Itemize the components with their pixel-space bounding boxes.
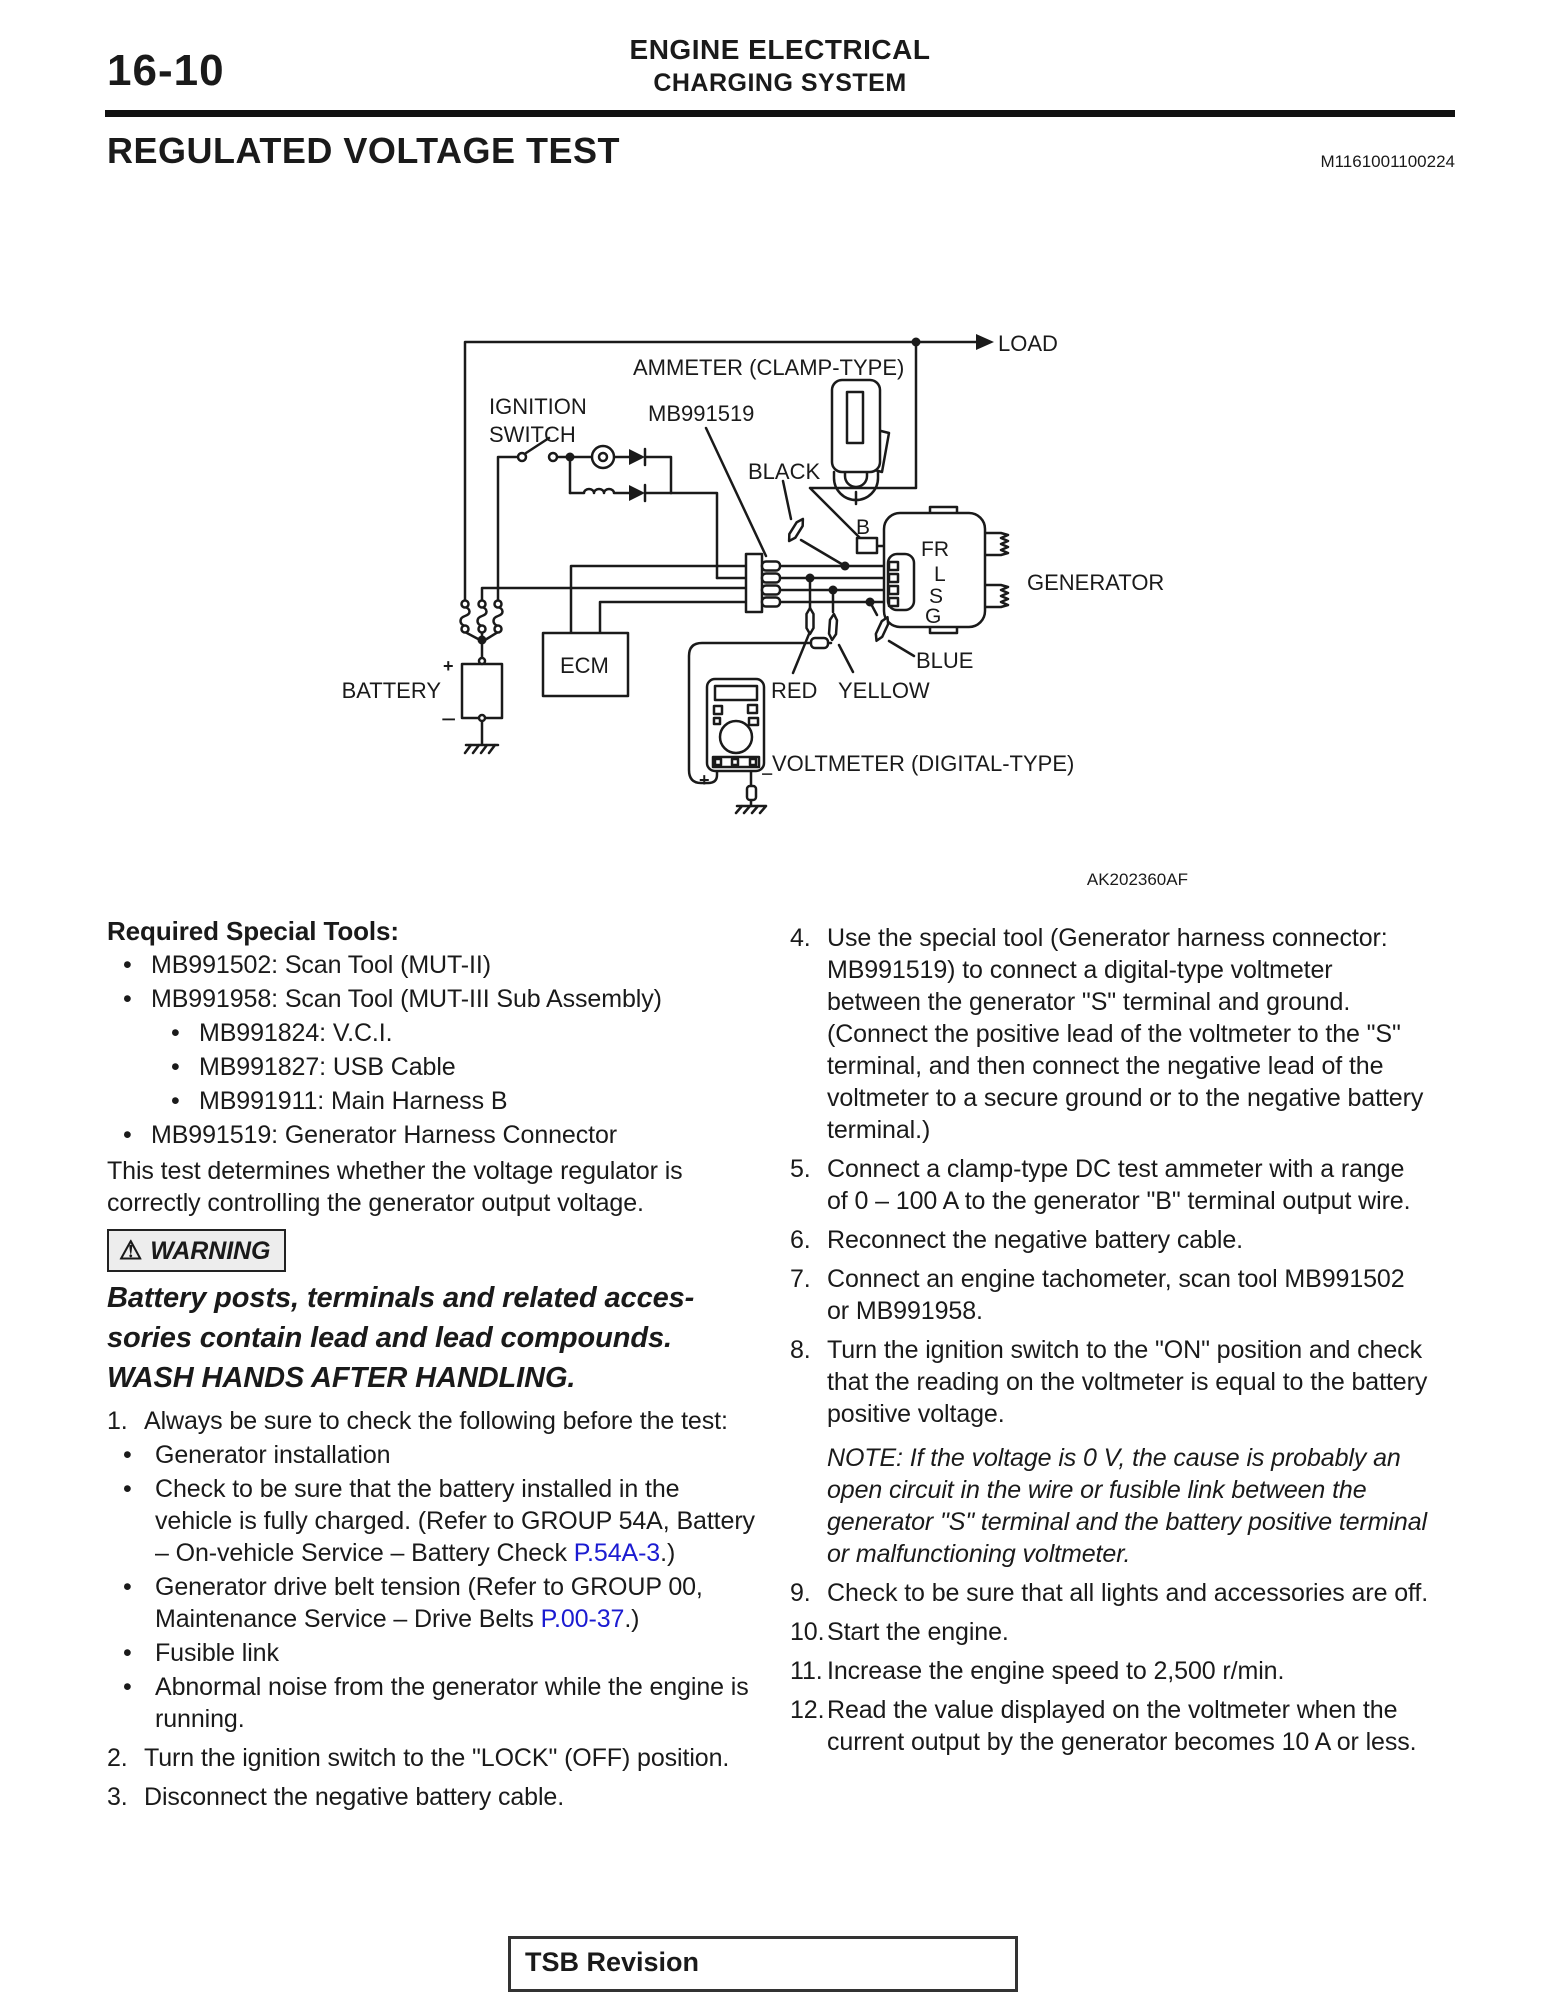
- probe-yellow: [829, 614, 838, 640]
- list-item: [107, 1637, 757, 1669]
- voltmeter-dial: [720, 721, 752, 753]
- inline-connector: [811, 638, 828, 648]
- document-code: M1161001100224: [1320, 152, 1455, 171]
- text-run: Use the special tool (Generator harness connector: MB991519) to connect a digital-type voltmeter between the generator "S" terminal and ground. (Connect the positive lead of the voltmeter to the "S" terminal, and then connect the negative lead of the voltmeter to a secure ground or to the negative battery terminal.): [827, 924, 1424, 1144]
- probe-black: [786, 517, 806, 543]
- voltmeter-lead-plug: [747, 786, 756, 800]
- text-run: Increase the engine speed to 2,500 r/min.: [827, 1657, 1285, 1685]
- text-run: Connect a clamp-type DC test ammeter with a range of 0 – 100 A to the generator "B" terminal output wire.: [827, 1155, 1411, 1215]
- list-item: [790, 1655, 1430, 1687]
- text-run: MB991824: V.C.I.: [199, 1019, 393, 1047]
- label-ecm: ECM: [560, 653, 609, 678]
- label-generator: GENERATOR: [1027, 570, 1165, 595]
- list-item: [790, 1153, 1430, 1217]
- list-marker: 2.: [107, 1744, 128, 1772]
- list-marker: 5.: [790, 1155, 811, 1183]
- generator-b-terminal: [857, 538, 877, 553]
- text-run: Abnormal noise from the generator while the engine is running.: [155, 1673, 749, 1733]
- label-terminal-l: L: [934, 563, 946, 586]
- diode: [629, 485, 645, 501]
- header-subtitle: CHARGING SYSTEM: [653, 69, 907, 97]
- text-run: WASH HANDS AFTER HANDLING.: [107, 1362, 576, 1394]
- voltmeter-plus-sign: +: [699, 770, 710, 790]
- list-marker: •: [123, 1673, 132, 1701]
- tools-heading: Required Special Tools:: [107, 916, 399, 946]
- tsb-revision-box: [508, 1936, 1018, 1992]
- label-terminal-b: B: [856, 516, 871, 539]
- voltmeter-minus-sign: −: [761, 763, 774, 786]
- list-marker: •: [123, 1639, 132, 1667]
- list-marker: 11.: [790, 1657, 823, 1685]
- label-ignition-line1: IGNITION: [489, 394, 587, 419]
- list-item: [107, 1571, 757, 1635]
- text-run: .): [624, 1605, 640, 1633]
- probe-red: [807, 608, 814, 634]
- battery-minus-sign: −: [441, 704, 457, 734]
- list-item: [790, 1334, 1430, 1430]
- diode: [629, 449, 645, 465]
- list-item: [790, 1616, 1430, 1648]
- list-marker: 3.: [107, 1783, 128, 1811]
- list-marker: •: [123, 1121, 132, 1149]
- list-item: [107, 1358, 757, 1398]
- probe-blue: [873, 616, 890, 643]
- text-run: Reconnect the negative battery cable.: [827, 1226, 1244, 1254]
- label-load: LOAD: [998, 331, 1058, 356]
- list-item: [107, 1119, 757, 1151]
- label-battery: BATTERY: [341, 678, 441, 703]
- text-run: Check to be sure that all lights and accessories are off.: [827, 1579, 1429, 1607]
- tsb-revision-label: TSB Revision: [525, 1947, 700, 1977]
- list-item: [107, 1017, 757, 1049]
- list-marker: 8.: [790, 1336, 811, 1364]
- label-yellow: YELLOW: [838, 678, 930, 703]
- list-item: [107, 1671, 757, 1735]
- list-marker: •: [171, 1019, 180, 1047]
- list-marker: 10.: [790, 1618, 825, 1646]
- battery-box: [462, 664, 502, 718]
- text-run: MB991502: Scan Tool (MUT-II): [151, 951, 491, 979]
- text-run: Start the engine.: [827, 1618, 1009, 1646]
- warning-label: WARNING: [150, 1237, 271, 1265]
- text-run: MB991911: Main Harness B: [199, 1087, 508, 1115]
- list-item: [790, 1263, 1430, 1327]
- label-black: BLACK: [748, 459, 821, 484]
- list-marker: 4.: [790, 924, 811, 952]
- list-marker: 1.: [107, 1407, 128, 1435]
- figure-code: AK202360AF: [1086, 870, 1188, 889]
- battery-plus-sign: +: [443, 656, 454, 676]
- list-item: [790, 1694, 1430, 1758]
- text-run: sories contain lead and lead compounds.: [107, 1322, 672, 1354]
- list-marker: •: [123, 1573, 132, 1601]
- warning-box: [107, 1229, 286, 1272]
- label-red: RED: [771, 678, 818, 703]
- list-item: [790, 922, 1430, 1146]
- text-run: Check to be sure that the battery installed in the vehicle is fully charged. (Refer to GROUP 54A, Battery – On-vehicle Service – Battery Check: [155, 1475, 755, 1567]
- right-column: [790, 915, 1430, 1760]
- page-reference-link[interactable]: P.00-37: [540, 1605, 625, 1633]
- list-item: [107, 949, 757, 981]
- text-run: Connect an engine tachometer, scan tool MB991502 or MB991958.: [827, 1265, 1405, 1325]
- load-arrowhead: [976, 334, 994, 350]
- list-marker: 9.: [790, 1579, 811, 1607]
- left-column: [107, 915, 757, 1815]
- text-run: .): [660, 1539, 676, 1567]
- list-marker: 7.: [790, 1265, 811, 1293]
- list-marker: •: [171, 1053, 180, 1081]
- page-reference-link[interactable]: P.54A-3: [573, 1539, 661, 1567]
- harness-connector-block: [746, 554, 762, 612]
- text-run: MB991519: Generator Harness Connector: [151, 1121, 618, 1149]
- text-run: MB991958: Scan Tool (MUT-III Sub Assembly): [151, 985, 662, 1013]
- text-run: Turn the ignition switch to the "ON" position and check that the reading on the voltmeter is equal to the battery positive voltage.: [827, 1336, 1428, 1428]
- list-marker: •: [123, 1475, 132, 1503]
- list-item: [790, 1224, 1430, 1256]
- page-number: 16-10: [107, 46, 225, 95]
- text-run: Always be sure to check the following before the test:: [144, 1407, 728, 1435]
- list-marker: 12.: [790, 1696, 825, 1724]
- list-item: [107, 1473, 757, 1569]
- warning-icon: ⚠: [119, 1235, 143, 1265]
- list-item: [107, 1405, 757, 1437]
- text-run: Fusible link: [155, 1639, 279, 1667]
- text-run: Generator installation: [155, 1441, 391, 1469]
- charging-system-wiring-diagram: [0, 0, 1544, 940]
- label-terminal-g: G: [925, 605, 942, 628]
- list-marker: •: [123, 951, 132, 979]
- section-title: REGULATED VOLTAGE TEST: [107, 130, 620, 171]
- special-tools-list: [107, 949, 757, 1151]
- label-blue: BLUE: [916, 648, 974, 673]
- list-item: [107, 1085, 757, 1117]
- list-marker: •: [123, 985, 132, 1013]
- list-item: [107, 1318, 757, 1358]
- list-item: [107, 1278, 757, 1318]
- header-title: ENGINE ELECTRICAL: [629, 34, 931, 65]
- procedure-list-right: [790, 922, 1430, 1758]
- procedure-list-left: [107, 1405, 757, 1813]
- list-item: [107, 1781, 757, 1813]
- list-marker: •: [123, 1441, 132, 1469]
- list-marker: 6.: [790, 1226, 811, 1254]
- label-ignition-line2: SWITCH: [489, 422, 576, 447]
- text-run: Disconnect the negative battery cable.: [144, 1783, 565, 1811]
- text-run: Turn the ignition switch to the "LOCK" (OFF) position.: [144, 1744, 730, 1772]
- text-run: MB991827: USB Cable: [199, 1053, 456, 1081]
- text-run: Read the value displayed on the voltmeter when the current output by the generator becomes 10 A or less.: [827, 1696, 1417, 1756]
- intro-paragraph: This test determines whether the voltage regulator is correctly controlling the generator output voltage.: [107, 1157, 683, 1217]
- text-run: Generator drive belt tension (Refer to GROUP 00, Maintenance Service – Drive Belts: [155, 1573, 703, 1633]
- list-item: [107, 1742, 757, 1774]
- list-item: [107, 1439, 757, 1471]
- label-voltmeter: VOLTMETER (DIGITAL-TYPE): [772, 751, 1075, 776]
- label-tool-mb991519: MB991519: [648, 401, 755, 426]
- label-terminal-fr: FR: [921, 538, 949, 561]
- list-item: [790, 1577, 1430, 1609]
- warning-text: [107, 1278, 757, 1398]
- label-ammeter: AMMETER (CLAMP-TYPE): [633, 355, 905, 380]
- label-terminal-s: S: [929, 585, 944, 608]
- list-marker: •: [171, 1087, 180, 1115]
- text-run: NOTE: If the voltage is 0 V, the cause is probably an open circuit in the wire or fusible link between the generator "S" terminal and the battery positive terminal or malfunctioning voltmeter.: [827, 1444, 1427, 1568]
- list-item: [790, 1442, 1430, 1570]
- text-run: Battery posts, terminals and related acces-: [107, 1282, 695, 1314]
- list-item: [107, 983, 757, 1015]
- list-item: [107, 1051, 757, 1083]
